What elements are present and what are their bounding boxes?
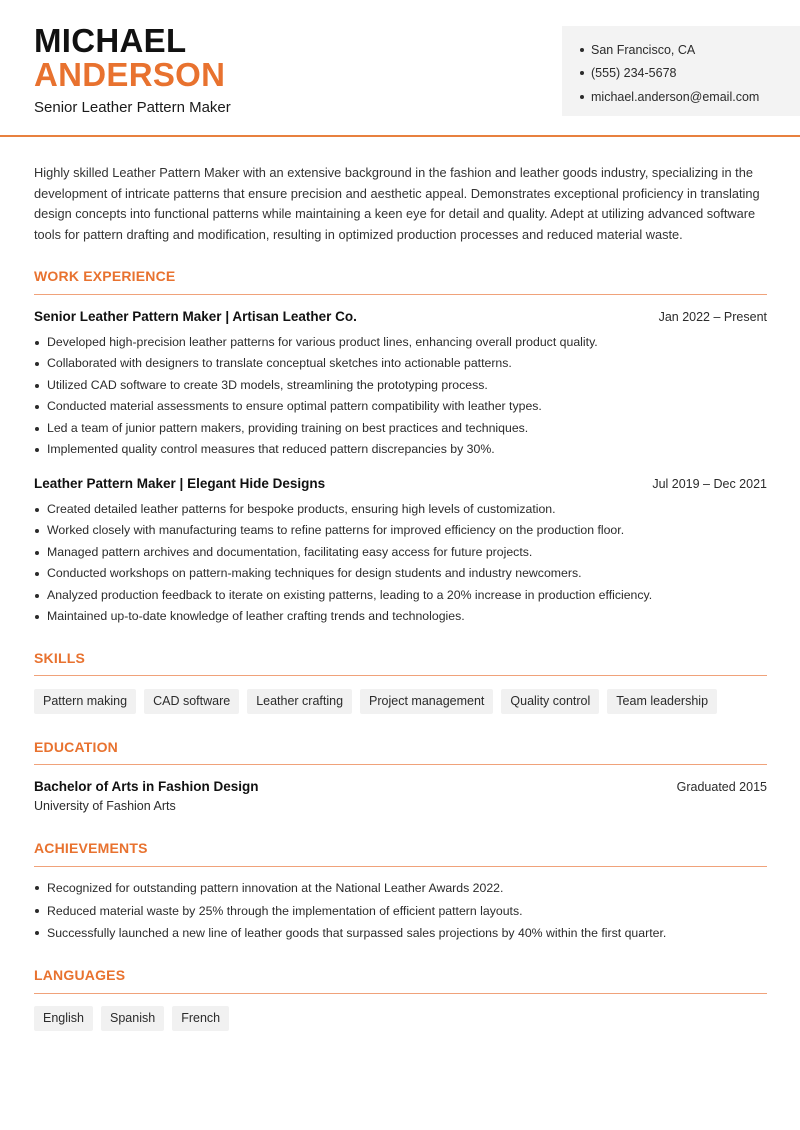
list-item: Worked closely with manufacturing teams to refine patterns for improved efficiency on the production floor.	[34, 520, 767, 541]
list-item: Reduced material waste by 25% through the implementation of efficient pattern layouts.	[34, 900, 767, 923]
list-item: Utilized CAD software to create 3D models, streamlining the prototyping process.	[34, 375, 767, 396]
skill-chip: CAD software	[144, 689, 239, 714]
graduation-date: Graduated 2015	[676, 780, 767, 794]
job-bullets	[34, 499, 767, 627]
skill-chip: Project management	[360, 689, 493, 714]
contact-box	[562, 26, 800, 116]
summary: Highly skilled Leather Pattern Maker with an extensive background in the fashion and leather goods industry, specializing in the development of intricate patterns that ensure precision and aesthetic appeal. Demonstrates exceptional proficiency in translating design concepts into functional patterns while maintaining a keen eye for detail and quality. Adept at utilizing advanced software tools for pattern drafting and modification, resulting in optimized production processes and reduced material waste.	[34, 165, 760, 242]
section-title-achievements: ACHIEVEMENTS	[34, 840, 148, 856]
language-chip: French	[172, 1006, 229, 1031]
language-chip: Spanish	[101, 1006, 164, 1031]
education-header	[34, 779, 767, 794]
list-item: Led a team of junior pattern makers, providing training on best practices and techniques.	[34, 418, 767, 439]
skill-chip: Team leadership	[607, 689, 717, 714]
section-divider	[34, 675, 767, 676]
last-name: ANDERSON	[34, 56, 226, 93]
bullet-icon	[580, 95, 584, 99]
school-name: University of Fashion Arts	[34, 799, 176, 813]
job-dates: Jan 2022 – Present	[658, 310, 767, 324]
resume-header	[0, 0, 800, 137]
achievements-list	[34, 877, 767, 945]
section-divider	[34, 866, 767, 867]
contact-email	[580, 85, 800, 109]
list-item: Maintained up-to-date knowledge of leather crafting trends and technologies.	[34, 606, 767, 627]
job-bullets	[34, 332, 767, 460]
section-title-education: EDUCATION	[34, 739, 118, 755]
section-divider	[34, 764, 767, 765]
languages-list	[34, 1006, 229, 1031]
language-chip: English	[34, 1006, 93, 1031]
list-item: Managed pattern archives and documentation, facilitating easy access for future projects.	[34, 542, 767, 563]
location-text: San Francisco, CA	[591, 42, 696, 57]
list-item: Collaborated with designers to translate conceptual sketches into actionable patterns.	[34, 353, 767, 374]
list-item: Created detailed leather patterns for bespoke products, ensuring high levels of customization.	[34, 499, 767, 520]
job-header	[34, 309, 767, 324]
section-title-languages: LANGUAGES	[34, 967, 126, 983]
skill-chip: Pattern making	[34, 689, 136, 714]
first-name: MICHAEL	[34, 22, 187, 59]
skill-chip: Quality control	[501, 689, 599, 714]
job-dates: Jul 2019 – Dec 2021	[652, 477, 767, 491]
list-item: Successfully launched a new line of leather goods that surpassed sales projections by 40% within the first quarter.	[34, 922, 767, 945]
job-role: Leather Pattern Maker | Elegant Hide Designs	[34, 476, 326, 491]
skill-chip: Leather crafting	[247, 689, 352, 714]
section-divider	[34, 294, 767, 295]
list-item: Developed high-precision leather patterns for various product lines, enhancing overall product quality.	[34, 332, 767, 353]
skills-list	[34, 689, 717, 714]
contact-location	[580, 38, 800, 62]
list-item: Implemented quality control measures that reduced pattern discrepancies by 30%.	[34, 439, 767, 460]
job-role: Senior Leather Pattern Maker | Artisan Leather Co.	[34, 309, 357, 324]
section-title-work: WORK EXPERIENCE	[34, 268, 176, 284]
section-divider	[34, 993, 767, 994]
degree: Bachelor of Arts in Fashion Design	[34, 779, 259, 794]
contact-phone	[580, 62, 800, 86]
list-item: Conducted workshops on pattern-making techniques for design students and industry newcomers.	[34, 563, 767, 584]
bullet-icon	[580, 71, 584, 75]
list-item: Conducted material assessments to ensure optimal pattern compatibility with leather types.	[34, 396, 767, 417]
phone-text: (555) 234-5678	[591, 66, 677, 81]
list-item: Recognized for outstanding pattern innovation at the National Leather Awards 2022.	[34, 877, 767, 900]
email-text[interactable]: michael.anderson@email.com	[591, 89, 760, 104]
job-header	[34, 476, 767, 491]
job-title: Senior Leather Pattern Maker	[34, 99, 231, 116]
list-item: Analyzed production feedback to iterate on existing patterns, leading to a 20% increase in production efficiency.	[34, 585, 767, 606]
bullet-icon	[580, 48, 584, 52]
section-title-skills: SKILLS	[34, 650, 85, 666]
